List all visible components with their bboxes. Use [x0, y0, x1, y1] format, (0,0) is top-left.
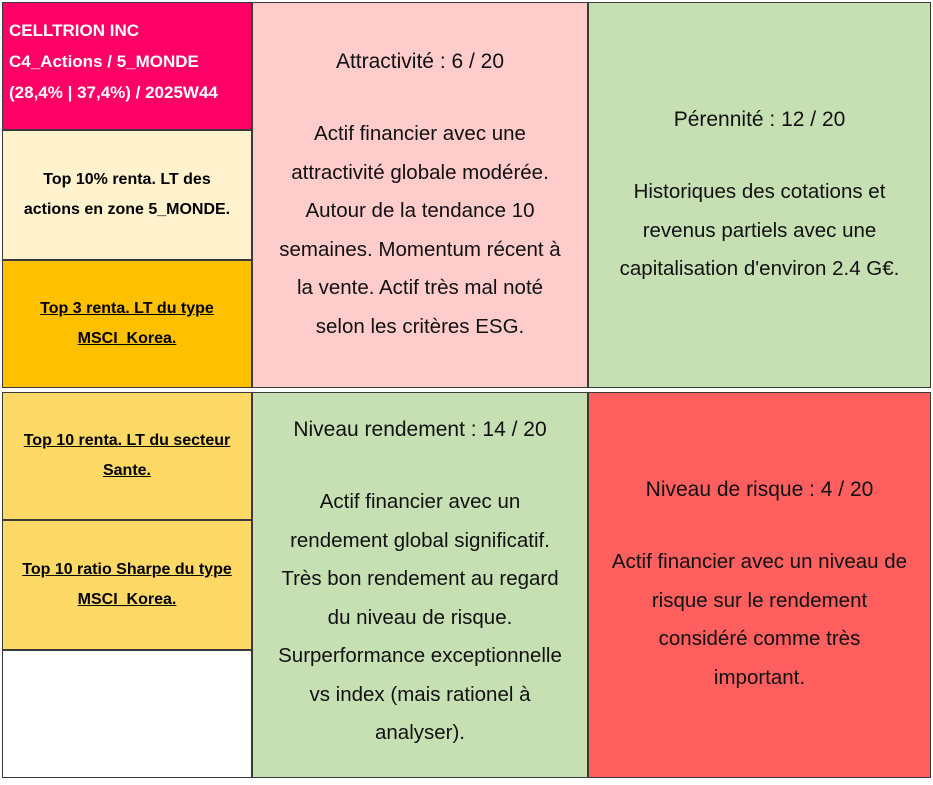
- attractivite-text: [279, 115, 560, 346]
- attractivite-panel: [252, 2, 588, 388]
- attractivite-title: Attractivité : 6 / 20: [335, 50, 505, 73]
- top10-sharpe-link[interactable]: [2, 520, 252, 650]
- risque-title: Niveau de risque : 4 / 20: [645, 478, 874, 501]
- rendement-line: Très bon rendement au regard: [281, 567, 559, 590]
- top10-secteur-line-2[interactable]: Sante.: [102, 462, 151, 479]
- top3-type-link[interactable]: [2, 260, 252, 388]
- perennite-line: Historiques des cotations et: [633, 180, 886, 203]
- rendement-line: analyser).: [374, 721, 465, 744]
- top10-zone-badge: [2, 130, 252, 260]
- top3-type-line-1[interactable]: Top 3 renta. LT du type: [40, 300, 214, 317]
- attractivite-line: Actif financier avec une: [314, 122, 526, 145]
- top10-zone-line-1: Top 10% renta. LT des: [43, 171, 211, 188]
- rendement-text: [278, 483, 562, 753]
- top3-type-line-2[interactable]: MSCI_Korea.: [77, 330, 177, 347]
- attractivite-line: la vente. Actif très mal noté: [296, 276, 544, 299]
- rendement-panel: [252, 392, 588, 778]
- rendement-line: Actif financier avec un: [319, 490, 521, 513]
- attractivite-line: Autour de la tendance 10: [305, 199, 535, 222]
- top10-secteur-line-1[interactable]: Top 10 renta. LT du secteur: [23, 432, 231, 449]
- perennite-title: Pérennité : 12 / 20: [673, 108, 846, 131]
- perennite-panel: [588, 2, 931, 388]
- perennite-text: [620, 173, 900, 289]
- attractivite-line: selon les critères ESG.: [315, 314, 525, 338]
- attractivite-line: attractivité globale modérée.: [291, 160, 549, 184]
- rendement-line: rendement global significatif.: [290, 528, 550, 552]
- perennite-line: revenus partiels avec une: [642, 218, 877, 242]
- empty-cell: [2, 650, 252, 778]
- asset-header: [2, 2, 252, 130]
- top10-secteur-link[interactable]: [2, 392, 252, 520]
- risque-text: [612, 543, 907, 697]
- rendement-line: du niveau de risque.: [327, 605, 513, 629]
- top10-sharpe-line-2[interactable]: MSCI_Korea.: [77, 591, 177, 608]
- rendement-title: Niveau rendement : 14 / 20: [293, 418, 547, 441]
- rendement-line: Surperformance exceptionnelle: [278, 644, 562, 667]
- asset-category: C4_Actions / 5_MONDE: [9, 52, 199, 71]
- risque-line: risque sur le rendement: [651, 588, 868, 612]
- rendement-line: vs index (mais rationel à: [309, 682, 531, 706]
- risque-panel: [588, 392, 931, 778]
- top10-sharpe-line-1[interactable]: Top 10 ratio Sharpe du type: [22, 561, 232, 578]
- risque-line: Actif financier avec un niveau de: [611, 550, 908, 573]
- perennite-line: capitalisation d'environ 2.4 G€.: [619, 257, 900, 280]
- risque-line: considéré comme très: [658, 627, 861, 650]
- asset-name: CELLTRION INC: [9, 21, 140, 40]
- attractivite-line: semaines. Momentum récent à: [279, 237, 561, 261]
- risque-line: important.: [713, 665, 806, 689]
- asset-performance: (28,4% | 37,4%) / 2025W44: [9, 83, 218, 102]
- top10-zone-line-2: actions en zone 5_MONDE.: [23, 201, 231, 218]
